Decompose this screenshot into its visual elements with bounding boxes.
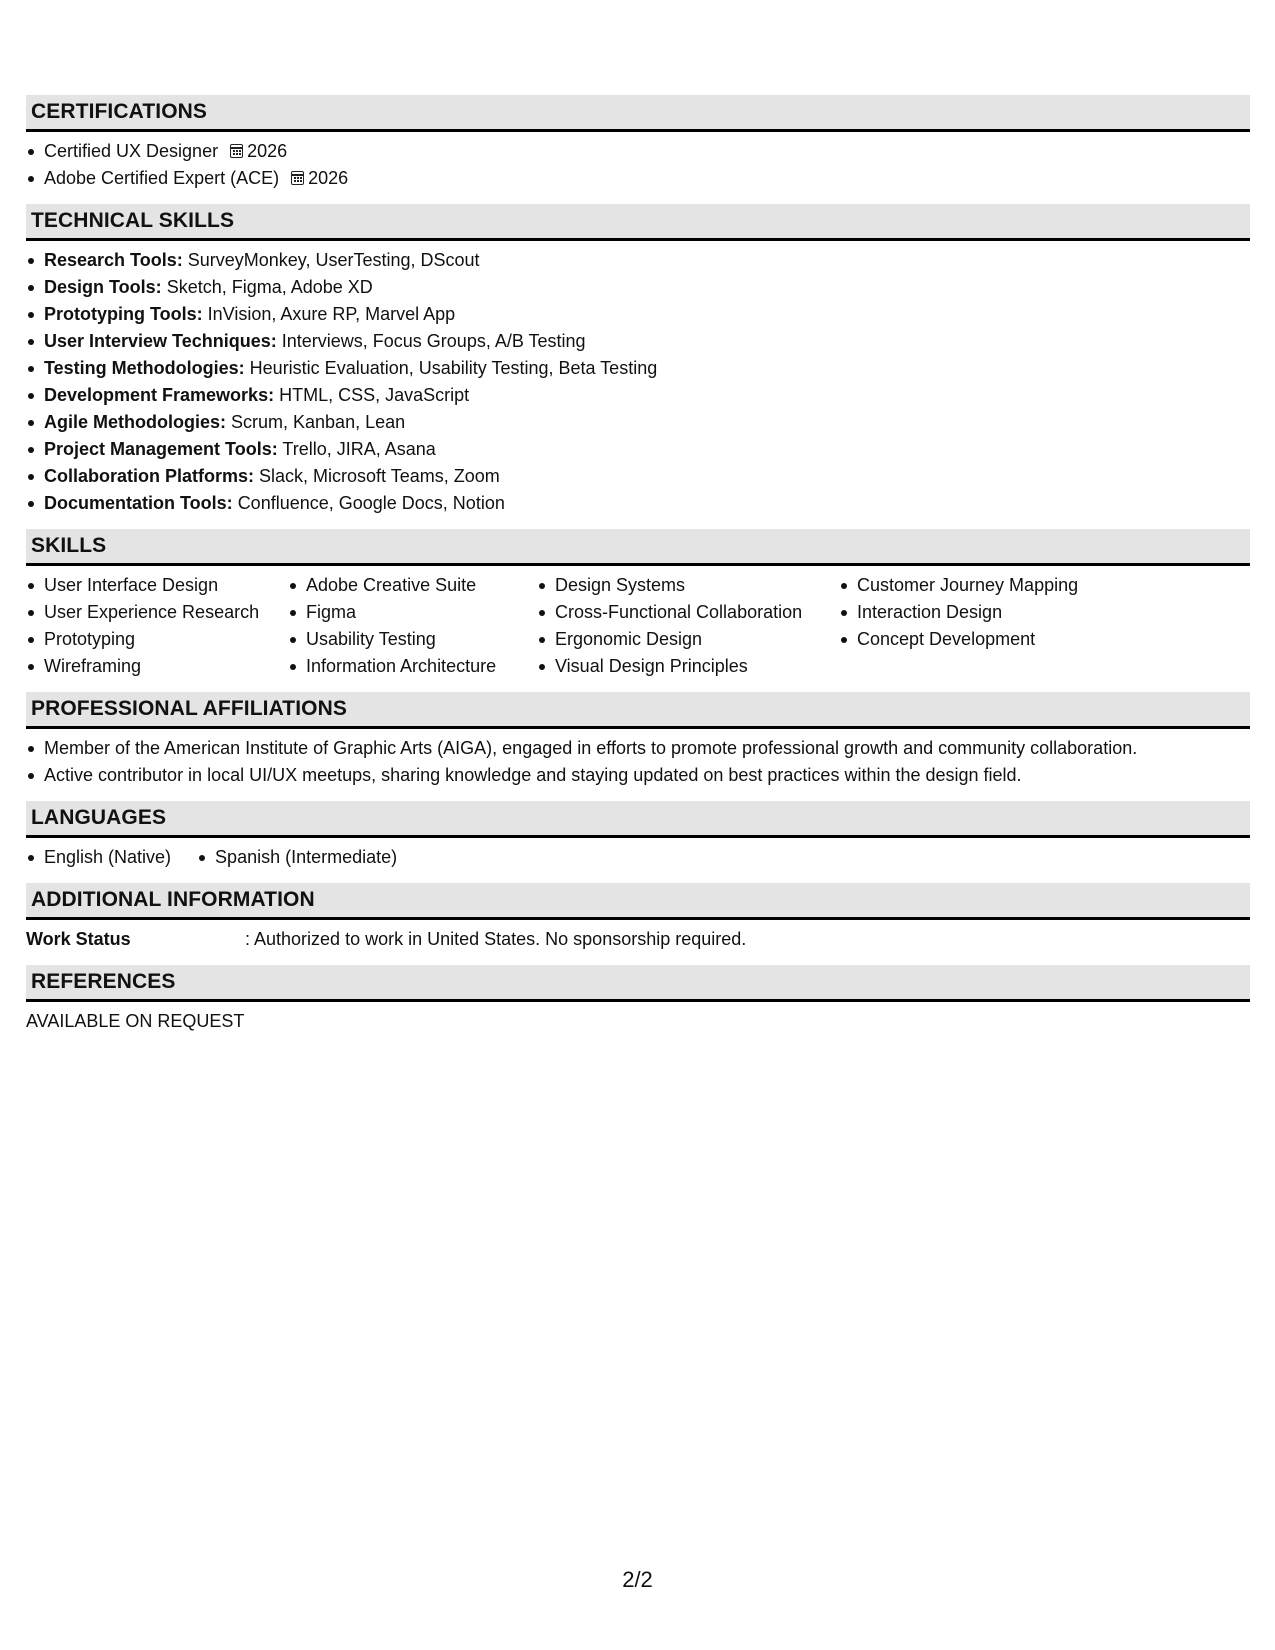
skill-item: User Experience Research <box>26 599 288 626</box>
technical-skill-item <box>26 409 1250 436</box>
skill-values: SurveyMonkey, UserTesting, DScout <box>187 250 480 270</box>
calendar-icon <box>230 144 243 158</box>
skill-item: Usability Testing <box>288 626 537 653</box>
section-title: REFERENCES <box>26 965 1250 1002</box>
certification-item <box>26 165 1250 192</box>
certification-item <box>26 138 1250 165</box>
skill-item: Wireframing <box>26 653 288 680</box>
affiliations-section <box>26 692 1250 789</box>
skill-category: Collaboration Platforms: <box>44 466 255 486</box>
additional-info-section <box>26 883 1250 953</box>
skill-values: Interviews, Focus Groups, A/B Testing <box>281 331 586 351</box>
section-title: SKILLS <box>26 529 1250 566</box>
skill-category: User Interview Techniques: <box>44 331 277 351</box>
skill-item: Design Systems <box>537 572 839 599</box>
skill-item: Interaction Design <box>839 599 1139 626</box>
skill-item: Concept Development <box>839 626 1139 653</box>
technical-skill-item <box>26 247 1250 274</box>
affiliations-list <box>26 729 1250 789</box>
skills-column <box>26 572 288 680</box>
skill-values: Scrum, Kanban, Lean <box>231 412 406 432</box>
language-item: English (Native) <box>26 844 171 871</box>
skills-section <box>26 529 1250 680</box>
skill-category: Project Management Tools: <box>44 439 278 459</box>
skill-values: InVision, Axure RP, Marvel App <box>207 304 456 324</box>
skill-values: Slack, Microsoft Teams, Zoom <box>259 466 500 486</box>
page-number: 2/2 <box>622 1567 653 1592</box>
certifications-list <box>26 132 1250 192</box>
skill-category: Research Tools: <box>44 250 183 270</box>
skill-item: Ergonomic Design <box>537 626 839 653</box>
skills-column <box>288 572 537 680</box>
certification-year: 2026 <box>308 168 349 188</box>
skill-item: Information Architecture <box>288 653 537 680</box>
section-title: ADDITIONAL INFORMATION <box>26 883 1250 920</box>
skill-item: Visual Design Principles <box>537 653 839 680</box>
language-item: Spanish (Intermediate) <box>197 844 397 871</box>
skills-column <box>839 572 1139 680</box>
technical-skill-item <box>26 463 1250 490</box>
skill-item: Cross-Functional Collaboration <box>537 599 839 626</box>
work-status-value: : Authorized to work in United States. No sponsorship required. <box>245 929 747 949</box>
certification-year: 2026 <box>247 141 288 161</box>
skill-values: Confluence, Google Docs, Notion <box>237 493 505 513</box>
skill-category: Prototyping Tools: <box>44 304 203 324</box>
skill-values: Sketch, Figma, Adobe XD <box>166 277 373 297</box>
references-text: AVAILABLE ON REQUEST <box>26 1011 245 1031</box>
languages-section <box>26 801 1250 871</box>
skill-category: Documentation Tools: <box>44 493 233 513</box>
skill-values: Heuristic Evaluation, Usability Testing, Beta Testing <box>249 358 658 378</box>
technical-skill-item <box>26 490 1250 517</box>
technical-skill-item <box>26 328 1250 355</box>
languages-list <box>26 838 1250 871</box>
certification-name: Certified UX Designer <box>44 141 219 161</box>
skill-category: Testing Methodologies: <box>44 358 245 378</box>
skill-category: Agile Methodologies: <box>44 412 226 432</box>
section-title: LANGUAGES <box>26 801 1250 838</box>
skill-item: Figma <box>288 599 537 626</box>
calendar-icon <box>291 171 304 185</box>
work-status-row <box>26 920 1250 953</box>
skills-grid <box>26 566 1250 680</box>
skill-item: User Interface Design <box>26 572 288 599</box>
technical-skill-item <box>26 301 1250 328</box>
skill-category: Development Frameworks: <box>44 385 275 405</box>
work-status-label: Work Status <box>26 929 131 949</box>
technical-skills-section <box>26 204 1250 517</box>
technical-skill-item <box>26 355 1250 382</box>
technical-skills-list <box>26 241 1250 517</box>
section-title: PROFESSIONAL AFFILIATIONS <box>26 692 1250 729</box>
skill-item: Prototyping <box>26 626 288 653</box>
skill-item: Adobe Creative Suite <box>288 572 537 599</box>
section-title: CERTIFICATIONS <box>26 95 1250 132</box>
technical-skill-item <box>26 436 1250 463</box>
skill-values: HTML, CSS, JavaScript <box>279 385 470 405</box>
skill-category: Design Tools: <box>44 277 162 297</box>
skill-item: Customer Journey Mapping <box>839 572 1139 599</box>
certifications-section <box>26 95 1250 192</box>
affiliation-item: Active contributor in local UI/UX meetups, sharing knowledge and staying updated on best practices within the design field. <box>26 762 1250 789</box>
skill-values: Trello, JIRA, Asana <box>282 439 436 459</box>
skills-column <box>537 572 839 680</box>
certification-name: Adobe Certified Expert (ACE) <box>44 168 280 188</box>
technical-skill-item <box>26 382 1250 409</box>
resume-page <box>26 95 1250 1047</box>
references-section <box>26 965 1250 1035</box>
affiliation-item: Member of the American Institute of Graphic Arts (AIGA), engaged in efforts to promote professional growth and community collaboration. <box>26 735 1250 762</box>
section-title: TECHNICAL SKILLS <box>26 204 1250 241</box>
technical-skill-item <box>26 274 1250 301</box>
